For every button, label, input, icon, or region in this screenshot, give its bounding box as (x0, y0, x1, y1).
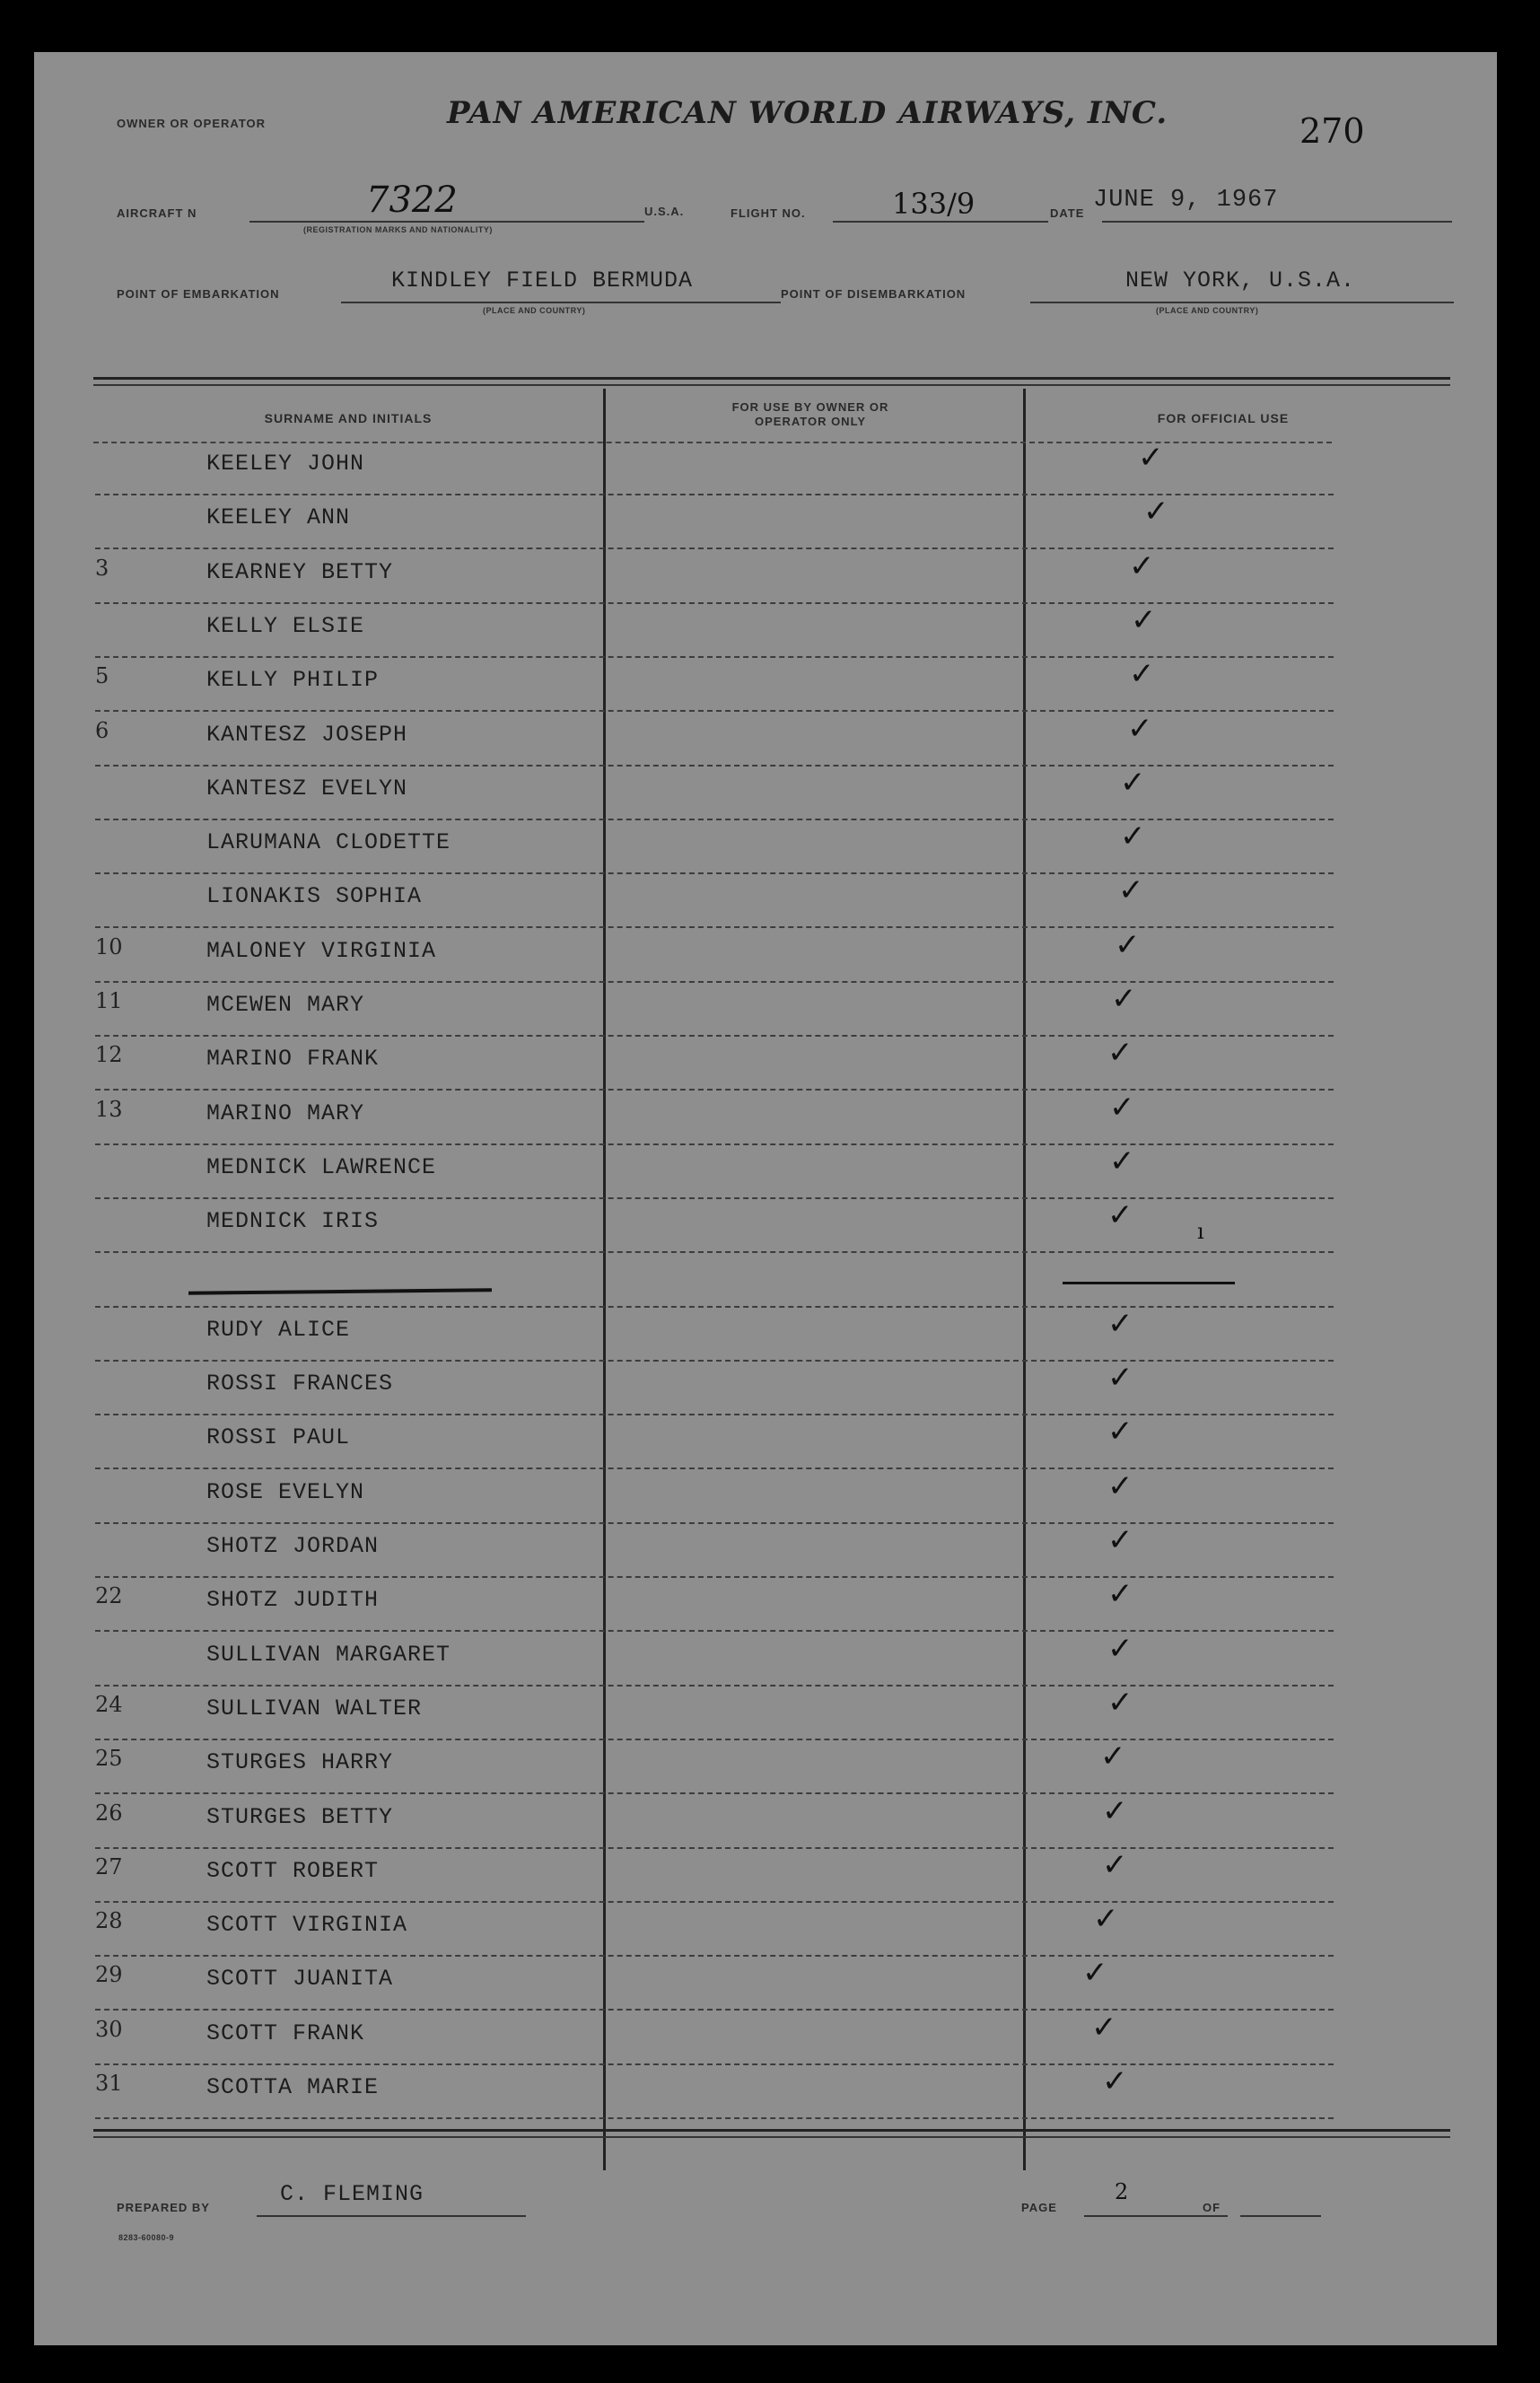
table-row (34, 764, 1497, 820)
table-row (34, 1091, 1497, 1145)
table-row (34, 550, 1497, 604)
passenger-name: SCOTT FRANK (206, 2019, 365, 2046)
passenger-name: MEDNICK IRIS (206, 1208, 380, 1235)
table-row (34, 820, 1497, 874)
table-row (34, 1686, 1497, 1740)
passenger-name: SCOTT ROBERT (206, 1857, 380, 1884)
check-mark: ✓ (1102, 1792, 1128, 1829)
row-number: 6 (95, 717, 109, 743)
passenger-name: KELLY PHILIP (206, 667, 380, 694)
table-row (34, 874, 1497, 928)
row-number: 24 (95, 1691, 123, 1717)
manifest-sheet (34, 52, 1497, 2345)
page-label: PAGE (1021, 2201, 1057, 2214)
prepared-by: C. FLEMING (280, 2181, 424, 2207)
table-row (34, 1578, 1497, 1632)
check-mark: ✓ (1107, 1467, 1133, 1504)
table-row (34, 1524, 1497, 1578)
check-mark: ✓ (1107, 1576, 1133, 1613)
row-number: 29 (95, 1962, 123, 1988)
check-mark: ✓ (1107, 1035, 1133, 1072)
check-mark: ✓ (1100, 1739, 1126, 1775)
row-number: 26 (95, 1800, 123, 1826)
table-row (34, 1630, 1497, 1686)
check-mark: ✓ (1138, 440, 1164, 476)
embark-label: POINT OF EMBARKATION (117, 287, 280, 301)
table-bottom-rule-2 (93, 2136, 1450, 2138)
passenger-name: ROSSI PAUL (206, 1424, 351, 1451)
flight-label: FLIGHT NO. (731, 206, 806, 220)
row-number: 11 (95, 988, 123, 1013)
table-row (34, 926, 1497, 983)
table-row (34, 1254, 1497, 1308)
passenger-name: SULLIVAN WALTER (206, 1695, 423, 1722)
passenger-name: SHOTZ JUDITH (206, 1587, 380, 1614)
table-top-rule (93, 377, 1450, 380)
check-mark: ✓ (1109, 1089, 1135, 1126)
tick-mark: ı (1197, 1219, 1204, 1244)
passenger-name: KANTESZ JOSEPH (206, 721, 408, 748)
check-mark: ✓ (1107, 1197, 1133, 1234)
passenger-name: ROSE EVELYN (206, 1478, 365, 1505)
table-row (34, 1467, 1497, 1524)
row-number: 5 (95, 663, 109, 689)
table-row (34, 1305, 1497, 1362)
table-row (34, 2065, 1497, 2119)
flight-underline (833, 221, 1048, 223)
check-mark: ✓ (1107, 1305, 1133, 1342)
passenger-name: STURGES HARRY (206, 1749, 394, 1776)
row-number: 31 (95, 2071, 123, 2096)
of-underline (1240, 2215, 1321, 2217)
table-row (34, 1362, 1497, 1415)
passenger-list (34, 442, 1497, 2129)
check-mark: ✓ (1107, 1522, 1133, 1558)
passenger-name: MCEWEN MARY (206, 992, 365, 1018)
date-underline (1102, 221, 1452, 223)
passenger-name: KEELEY ANN (206, 504, 351, 531)
page-underline (1084, 2215, 1228, 2217)
embark-place: KINDLEY FIELD BERMUDA (391, 267, 694, 293)
flight-number: 133/9 (892, 187, 976, 221)
disembark-sublabel: (PLACE AND COUNTRY) (1156, 306, 1259, 315)
check-mark: ✓ (1091, 2009, 1117, 2046)
table-row (34, 1199, 1497, 1253)
disembark-label: POINT OF DISEMBARKATION (781, 287, 967, 301)
passenger-name: RUDY ALICE (206, 1316, 351, 1343)
col-header-official: FOR OFFICIAL USE (1157, 411, 1290, 425)
table-row (34, 1903, 1497, 1957)
official-strike-line (1063, 1282, 1235, 1284)
table-row (34, 442, 1497, 495)
check-mark: ✓ (1107, 1684, 1133, 1721)
form-code: 8283-60080-9 (118, 2233, 175, 2242)
page-number: 2 (1115, 2179, 1129, 2204)
aircraft-sublabel: (REGISTRATION MARKS AND NATIONALITY) (303, 225, 493, 234)
col-header-surname: SURNAME AND INITIALS (264, 411, 433, 425)
row-number: 10 (95, 933, 123, 959)
check-mark: ✓ (1129, 656, 1155, 693)
disembark-place: NEW YORK, U.S.A. (1125, 267, 1356, 293)
check-mark: ✓ (1129, 548, 1155, 584)
check-mark: ✓ (1107, 1630, 1133, 1667)
check-mark: ✓ (1107, 1414, 1133, 1450)
table-row (34, 983, 1497, 1037)
check-mark: ✓ (1115, 926, 1141, 963)
usa-label: U.S.A. (644, 205, 685, 218)
passenger-name: MARINO MARY (206, 1100, 365, 1126)
row-number: 13 (95, 1096, 123, 1122)
passenger-name: SCOTT JUANITA (206, 1966, 394, 1993)
passenger-name: KEELEY JOHN (206, 451, 365, 477)
table-row (34, 601, 1497, 658)
check-mark: ✓ (1127, 710, 1153, 747)
table-row (34, 1415, 1497, 1469)
document-number: 270 (1299, 111, 1365, 151)
aircraft-underline (249, 221, 644, 223)
embark-sublabel: (PLACE AND COUNTRY) (483, 306, 586, 315)
passenger-name: KEARNEY BETTY (206, 558, 394, 585)
table-row (34, 495, 1497, 549)
table-row (34, 1037, 1497, 1091)
disembark-underline (1030, 302, 1454, 303)
owner-label: OWNER OR OPERATOR (117, 117, 267, 130)
check-mark: ✓ (1093, 1901, 1119, 1938)
airline-title: PAN AMERICAN WORLD AIRWAYS, INC. (447, 95, 1168, 131)
passenger-name: SCOTT VIRGINIA (206, 1912, 408, 1939)
passenger-name: KELLY ELSIE (206, 612, 365, 639)
check-mark: ✓ (1143, 494, 1169, 530)
row-number: 12 (95, 1042, 123, 1068)
check-mark: ✓ (1109, 1143, 1135, 1179)
of-label: OF (1203, 2201, 1221, 2214)
passenger-name: MEDNICK LAWRENCE (206, 1153, 437, 1180)
prepared-underline (257, 2215, 526, 2217)
passenger-name: SHOTZ JORDAN (206, 1533, 380, 1559)
flight-date: JUNE 9, 1967 (1093, 187, 1279, 214)
passenger-name: KANTESZ EVELYN (206, 775, 408, 802)
passenger-name: SCOTTA MARIE (206, 2074, 380, 2100)
table-top-rule-2 (93, 384, 1450, 386)
table-row (34, 1846, 1497, 1903)
table-row (34, 1145, 1497, 1199)
passenger-name: LIONAKIS SOPHIA (206, 883, 423, 910)
passenger-name: STURGES BETTY (206, 1803, 394, 1830)
check-mark: ✓ (1107, 1360, 1133, 1397)
row-rule (95, 2117, 1334, 2119)
prepared-label: PREPARED BY (117, 2201, 210, 2214)
row-number: 25 (95, 1746, 123, 1772)
check-mark: ✓ (1120, 819, 1146, 855)
check-mark: ✓ (1102, 2063, 1128, 2099)
embark-underline (341, 302, 781, 303)
col-header-owner: FOR USE BY OWNER OR OPERATOR ONLY (731, 400, 889, 428)
passenger-name: SULLIVAN MARGARET (206, 1641, 451, 1668)
check-mark: ✓ (1082, 1955, 1108, 1992)
row-number: 3 (95, 555, 109, 581)
passenger-name: ROSSI FRANCES (206, 1371, 394, 1397)
table-row (34, 1792, 1497, 1849)
table-row (34, 1740, 1497, 1794)
table-row (34, 2011, 1497, 2065)
check-mark: ✓ (1118, 872, 1144, 909)
passenger-name: MARINO FRANK (206, 1046, 380, 1073)
row-number: 28 (95, 1908, 123, 1934)
check-mark: ✓ (1102, 1846, 1128, 1883)
check-mark: ✓ (1111, 981, 1137, 1017)
table-row (34, 658, 1497, 712)
table-row (34, 710, 1497, 767)
passenger-name: MALONEY VIRGINIA (206, 937, 437, 964)
aircraft-number: 7322 (366, 180, 458, 221)
row-number: 30 (95, 2016, 123, 2042)
row-number: 27 (95, 1853, 123, 1879)
date-label: DATE (1050, 206, 1085, 220)
table-row (34, 1957, 1497, 2011)
check-mark: ✓ (1131, 601, 1157, 638)
table-bottom-rule (93, 2129, 1450, 2132)
passenger-name: LARUMANA CLODETTE (206, 829, 451, 856)
aircraft-label: AIRCRAFT N (117, 206, 197, 220)
check-mark: ✓ (1120, 764, 1146, 801)
row-number: 22 (95, 1583, 123, 1609)
